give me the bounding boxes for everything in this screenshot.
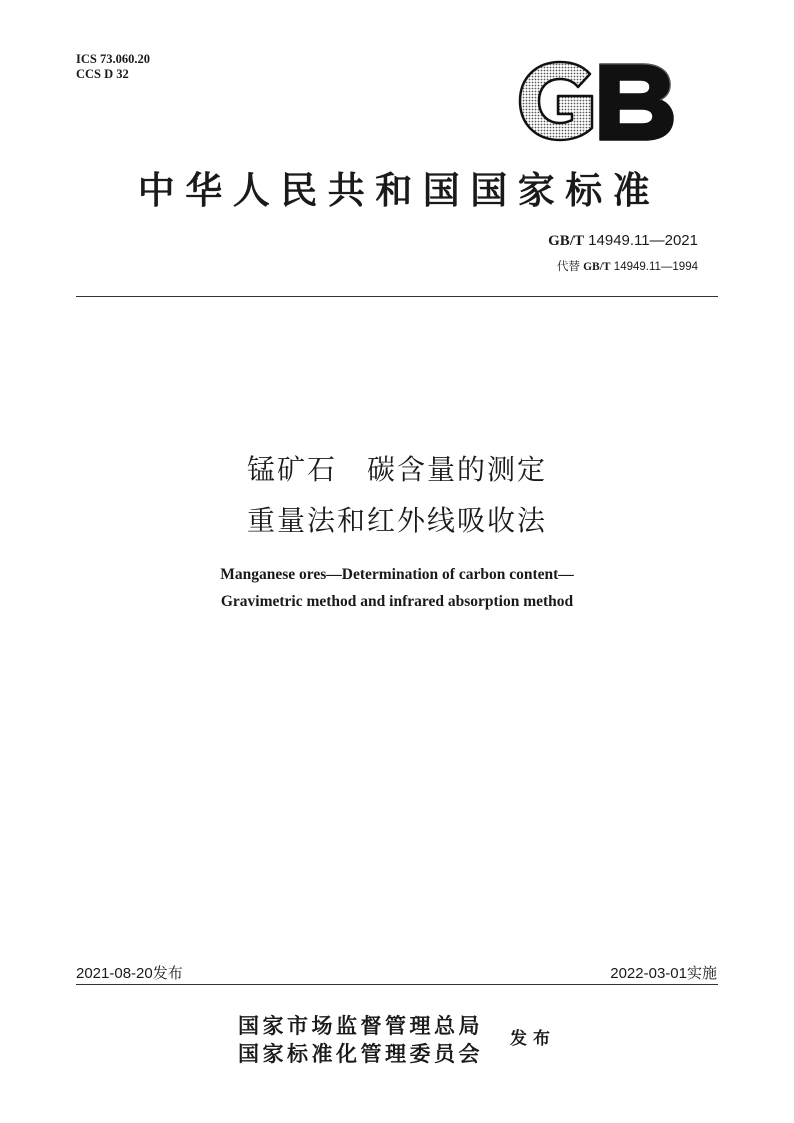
replaces-code: 14949.11—1994 <box>613 261 698 273</box>
chinese-title-line-2: 重量法和红外线吸收法 <box>246 504 547 537</box>
english-title-line-1: Manganese ores—Determination of carbon content— <box>220 566 574 583</box>
standard-number <box>548 232 698 250</box>
top-divider <box>76 296 718 297</box>
replaces-standard <box>557 258 698 274</box>
chinese-title-line-1: 锰矿石 碳含量的测定 <box>246 453 547 486</box>
standard-code: 14949.11—2021 <box>588 232 698 249</box>
ics-code: ICS 73.060.20 <box>76 52 150 66</box>
issuer-line-2: 国家标准化管理委员会 <box>238 1041 483 1066</box>
implementation-date <box>610 962 717 983</box>
replaces-prefix: GB/T <box>583 261 611 273</box>
classification-codes <box>76 52 150 82</box>
publish-label: 发布 <box>510 1029 556 1049</box>
standard-prefix: GB/T <box>548 233 584 249</box>
replaces-label: 代替 <box>556 261 580 273</box>
issue-date-label: 发布 <box>152 964 183 982</box>
bottom-divider <box>76 984 718 985</box>
national-standard-title: 中华人民共和国国家标准 <box>137 168 661 212</box>
issue-date-value: 2021-08-20 <box>76 965 153 982</box>
implementation-date-label: 实施 <box>686 964 717 982</box>
ccs-code: CCS D 32 <box>76 67 129 81</box>
issue-date <box>76 962 183 983</box>
english-title-line-2: Gravimetric method and infrared absorption method <box>220 593 574 610</box>
gb-logo <box>516 60 676 142</box>
issuer-line-1: 国家市场监督管理总局 <box>238 1013 483 1038</box>
implementation-date-value: 2022-03-01 <box>610 965 687 982</box>
